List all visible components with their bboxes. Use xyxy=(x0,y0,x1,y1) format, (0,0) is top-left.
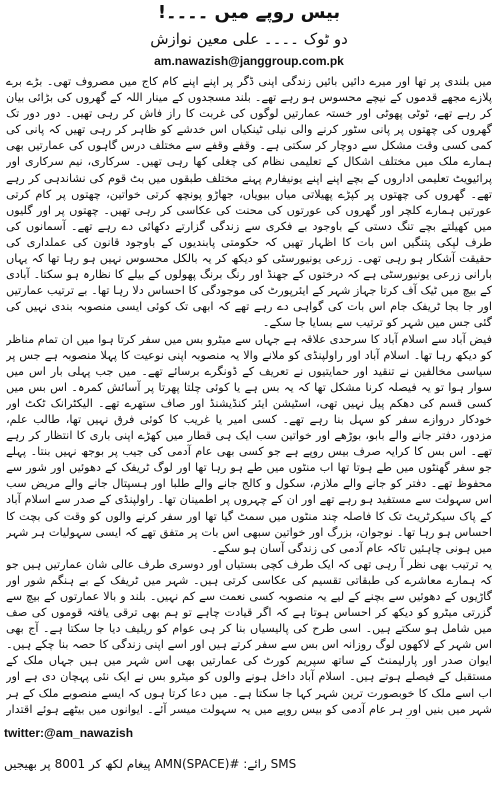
column-byline: دو ٹوک ۔۔۔۔ علی معین نوازش xyxy=(150,30,348,48)
author-twitter: twitter:@am_nawazish xyxy=(4,726,134,740)
article-paragraph: یہ ترتیب بھی نظر آ رہی تھی کہ ایک طرف کچی بستیاں اور دوسری طرف عالی شان عمارتیں ہیں جو کہ ہمارے معاشرے کی طبقاتی تقسیم کی عکاسی کرتی ہیں۔ شہر میں ٹریفک کے بے ہنگم شور اور گاڑیوں کے دھوئیں سے بچنے کے لیے یہ منصوبہ کسی نعمت سے کم نہیں۔ بلند و بالا عمارتوں کے بیچ سے گزرتی میٹرو کو دیکھ کر احساس ہوتا ہے کہ اگر قیادت چاہے تو ہم بھی ترقی یافتہ قوموں کی صف میں شامل ہو سکتے ہیں۔ اسی طرح کی پالیسیاں بنا کر ہی عوام کو ریلیف دیا جا سکتا ہے۔ آج بھی اس شہر کے لاکھوں لوگ روزانہ اس بس سے سفر کرتے ہیں اور اسے اپنی زندگی کا حصہ بنا چکے ہیں۔ ایوان صدر اور پارلیمنٹ کے ساتھ سپریم کورٹ کی عمارتیں بھی اس شہر میں ہیں جہاں ملک کے مستقبل کے فیصلے ہوتے ہیں۔ اسلام آباد داخل ہونے والوں کو میٹرو بس نے ایک نئی پہچان دی ہے اور اب اسے ملک کا خوبصورت ترین شہر کہا جا سکتا ہے۔ میں دعا کرتا ہوں کہ ایسے منصوبے ملک کے ہر شہر میں بنیں اور ہر عام آدمی کو بیس روپے میں یہ سہولت میسر آئے۔ ایوانوں میں بیٹھے ہوئے اقتدار xyxy=(6,557,492,716)
article-paragraph: فیض آباد سے اسلام آباد کا سرحدی علاقہ ہے جہاں سے میٹرو بس میں سفر کرتا ہوا میں ان تمام مناظر کو دیکھ رہا تھا۔ اسلام آباد اور راولپنڈی کو ملانے والا یہ منصوبہ اپنی نوعیت کا پہلا منصوبہ ہے جس پر سیاسی مخالفین نے تنقید اور حمایتیوں نے تعریف کے ڈونگرے برسائے تھے۔ میں جب پہلی بار اس میں سوار ہوا تو یہ فیصلہ کرنا مشکل تھا کہ یہ بس ہے یا کوئی چلتا پھرتا پر آسائش کمرہ۔ اس بس میں کسی قسم کی دھکم پیل نہیں تھی، اسٹیشن ایئر کنڈیشنڈ اور صاف ستھرے تھے۔ الیکٹرانک ٹکٹ اور خودکار دروازے سفر کو سہل بنا رہے تھے۔ کسی امیر یا غریب کا کوئی فرق نہیں تھا، طالب علم، مزدور، دفتر جانے والے بابو، بوڑھے اور خواتین سب ایک ہی قطار میں کھڑے اپنی باری کا انتظار کر رہے تھے۔ اس بس کا کرایہ صرف بیس روپے ہے جو کسی بھی عام آدمی کی جیب پر بوجھ نہیں بنتا۔ پہلے جو سفر گھنٹوں میں طے ہوتا تھا اب منٹوں میں طے ہو رہا تھا اور لوگ ٹریفک کے دھوئیں اور شور سے محفوظ تھے۔ دفتر کو جانے والے ملازم، سکول و کالج جانے والے طلبا اور ہسپتال جانے والے مریض سب اس سہولت سے مستفید ہو رہے تھے اور ان کے چہروں پر اطمینان تھا۔ راولپنڈی کے صدر سے اسلام آباد کے پاک سیکرٹریٹ تک کا فاصلہ چند منٹوں میں سمٹ گیا تھا اور سفر کرنے والوں کو وقت کی بچت کا احساس ہو رہا تھا۔ نوجوان، بزرگ اور خواتین سبھی اس بات پر متفق تھے کہ ایسی سہولیات ہر شہر میں ہونی چاہئیں تاکہ عام آدمی کی زندگی آسان ہو سکے۔ xyxy=(6,332,492,555)
article-paragraph: میں بلندی پر تھا اور میرے دائیں بائیں زندگی اپنی ڈگر پر اپنے اپنے کام کاج میں مصروف تھی۔ بڑے برے پلازے مجھے قدموں کے نیچے محسوس ہو رہے تھے۔ بلند مسجدوں کے مینار اللہ کے گھروں کی بڑائی بیان کر رہے تھے، ٹوٹی پھوٹی اور خستہ عمارتیں لوگوں کی غربت کا راز فاش کر رہی تھیں۔ دور دور تک گھروں کی چھتوں پر پانی سٹور کرنے والی نیلی ٹینکیاں اس خدشے کو ظاہر کر رہی تھیں کہ پانی کی کمی کسی وقت مشکل سے دوچار کر سکتی ہے۔ وقفے وقفے سے مختلف درس گاہوں کی عمارتیں بھی ہمارے ملک میں مختلف اشکال کے تعلیمی نظام کی چغلی کھا رہی تھیں۔ سرکاری، نیم سرکاری اور پرائیویٹ تعلیمی اداروں کے بچے اپنے اپنے یونیفارم پہنے مختلف طبقوں میں بٹ قوم کی نشاندہی کر رہے تھے۔ گھروں کی چھتوں پر کپڑے پھیلاتی میاں بیویاں، جھاڑو پونچھ کرتی خواتین، چھتوں پر کام کرتی عورتیں ہمارے کلچر اور گھروں کی عورتوں کی محنت کی عکاسی کر رہی تھیں۔ چھتوں پر اور گلیوں میں کھیلتے بچے تنگ دستی کے باوجود بے فکری سے زندگی گزارتے دکھائی دے رہے تھے۔ آسمانوں کی طرف لپکی پتنگیں اس بات کا اظہار تھیں کہ حکومتی پابندیوں کے باوجود قانون کی عملداری کی حقیقت آشکار ہو رہی تھی۔ زرعی یونیورسٹی کو دیکھ کر یہ بالکل محسوس نہیں ہو رہا تھا کہ یہاں بارانی زرعی یونیورسٹی ہے کہ درختوں کے جھنڈ اور رنگ برنگ پھولوں کے بیلے کا نظارہ ہو سکتا۔ آبادی کے بیچ میں ٹیک آف کرتا جہاز شہر کے ایئرپورٹ کی موجودگی کا احساس دلا رہا تھا۔ بے ترتیب عمارتیں اور جا بجا ٹریفک جام اس بات کی گواہی دے رہے تھے کہ ابھی تک کوئی ایسی منصوبہ بندی نہیں کی گئی جس میں شہر کو ترتیب سے بسایا جا سکے۔ xyxy=(6,75,492,330)
column-title: بیس روپے میں ۔۔۔۔! xyxy=(157,2,341,23)
article-body xyxy=(6,74,492,719)
author-email: am.nawazish@janggroup.com.pk xyxy=(154,54,344,68)
sms-instructions: SMS رائے: #AMN(SPACE) پیغام لکھ کر 8001 پر بھیجیں xyxy=(4,757,297,771)
sms-feedback-line xyxy=(0,757,498,771)
